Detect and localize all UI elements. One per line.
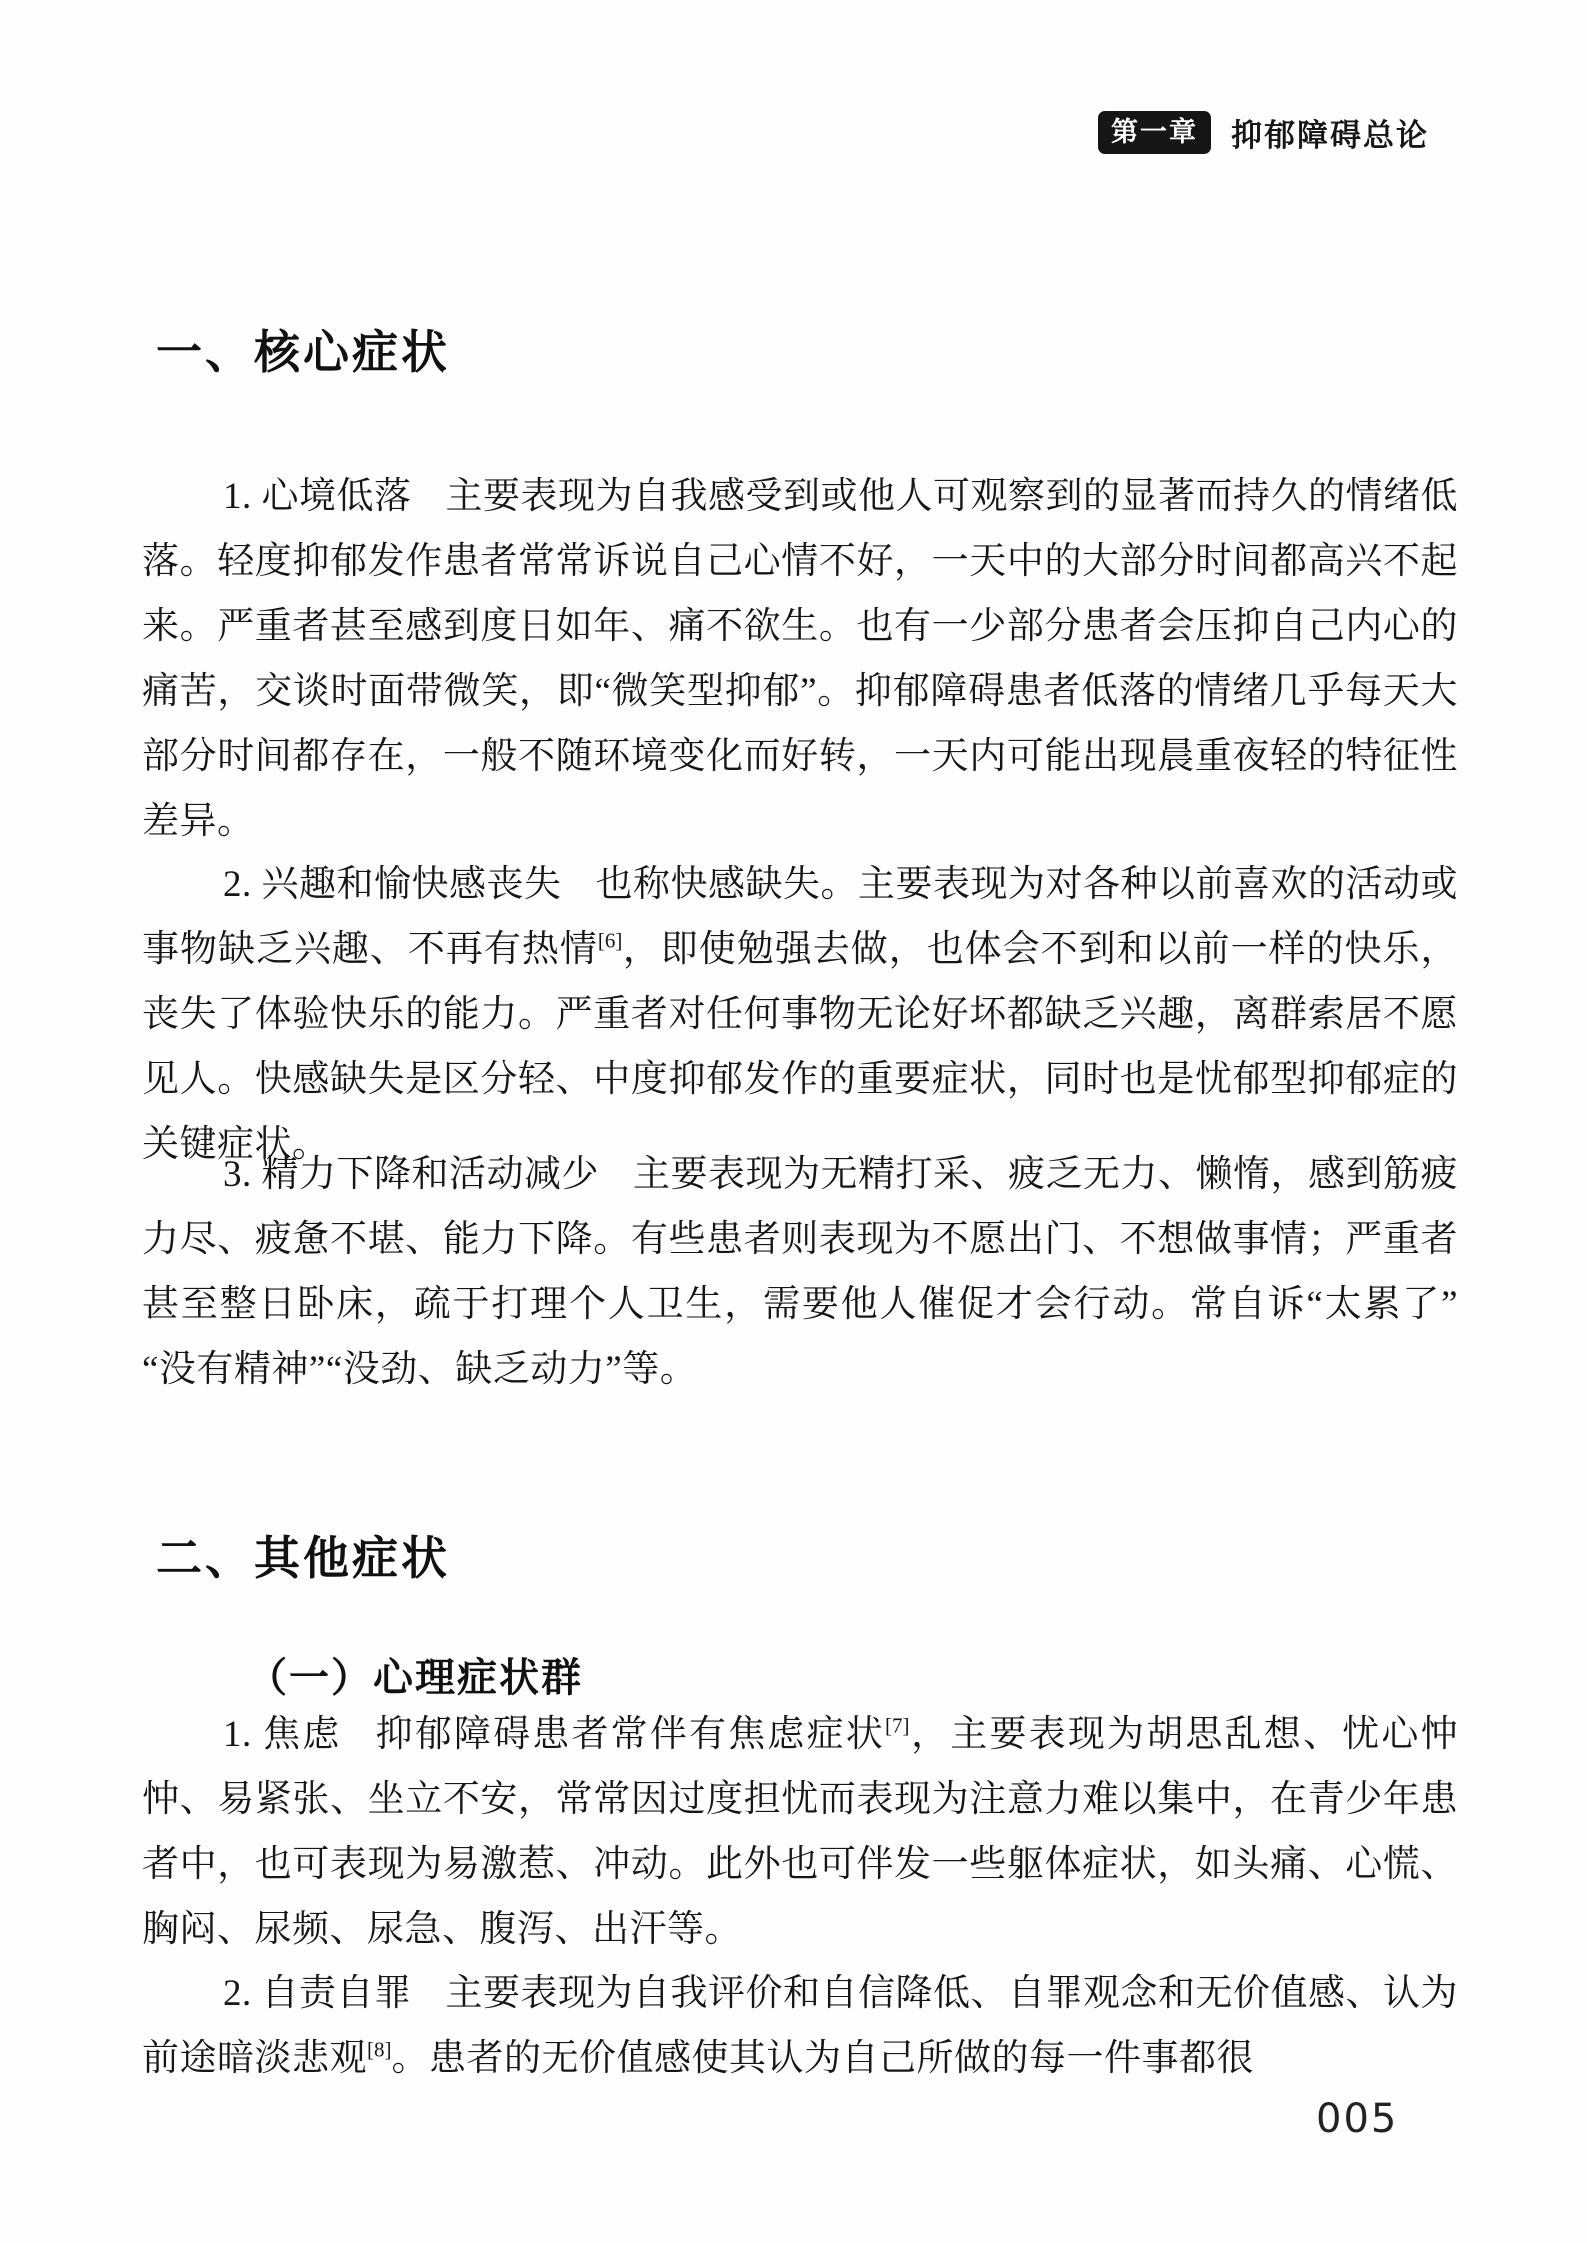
paragraph-depressed-mood [142,464,1458,854]
paragraph-label-anxiety: 1. 焦虑 [223,1714,342,1755]
chapter-header [1098,110,1429,155]
paragraph-reduced-energy [142,1142,1458,1402]
paragraph-label-reduced-energy: 3. 精力下降和活动减少 [223,1154,599,1195]
section-heading-core-symptoms: 一、核心症状 [156,326,450,378]
paragraph-label-self-blame: 2. 自责自罪 [223,1973,412,2014]
section-heading-other-symptoms: 二、其他症状 [156,1532,450,1584]
footnote-ref-7: [7] [884,1713,910,1738]
paragraph-anhedonia [142,852,1458,1177]
paragraph-text: ，即使勉强去做，也体会不到和以前一样的快乐，丧失了体验快乐的能力。严重者对任何事物无论好坏都缺乏兴趣，离群索居不愿见人。快感缺失是区分轻、中度抑郁发作的重要症状，同时也是忧郁型抑郁症的关键症状。 [142,929,1459,1165]
paragraph-anxiety [142,1702,1458,1962]
paragraph-text: 主要表现为自我评价和自信降低、自罪观念和无价值感、认为前途暗淡悲观 [142,1973,1458,2079]
chapter-title: 抑郁障碍总论 [1231,118,1429,153]
paragraph-text: 抑郁障碍患者常伴有焦虑症状 [375,1714,885,1755]
footnote-ref-8: [8] [367,2037,392,2062]
page-number: 005 [1316,2096,1399,2142]
paragraph-text: 。患者的无价值感使其认为自己所做的每一件事都很 [391,2038,1254,2079]
paragraph-text: 主要表现为无精打采、疲乏无力、懒惰，感到筋疲力尽、疲惫不堪、能力下降。有些患者则表现为不愿出门、不想做事情；严重者甚至整日卧床，疏于打理个人卫生，需要他人催促才会行动。常自诉“太累了”“没有精神”“没劲、缺乏动力”等。 [142,1154,1458,1390]
paragraph-self-blame [142,1961,1458,2091]
chapter-number-badge: 第一章 [1098,111,1211,154]
paragraph-text: ，主要表现为胡思乱想、忧心忡忡、易紧张、坐立不安，常常因过度担忧而表现为注意力难以集中，在青少年患者中，也可表现为易激惹、冲动。此外也可伴发一些躯体症状，如头痛、心慌、胸闷、尿频、尿急、腹泻、出汗等。 [142,1714,1459,1950]
paragraph-text: 也称快感缺失。主要表现为对各种以前喜欢的活动或事物缺乏兴趣、不再有热情 [142,864,1458,970]
footnote-ref-6: [6] [597,928,623,953]
subsection-heading-psychological-symptoms: （一）心理症状群 [247,1656,583,1700]
paragraph-label-depressed-mood: 1. 心境低落 [223,476,412,517]
paragraph-label-anhedonia: 2. 兴趣和愉快感丧失 [223,864,562,905]
paragraph-text: 主要表现为自我感受到或他人可观察到的显著而持久的情绪低落。轻度抑郁发作患者常常诉说自己心情不好，一天中的大部分时间都高兴不起来。严重者甚至感到度日如年、痛不欲生。也有一少部分患者会压抑自己内心的痛苦，交谈时面带微笑，即“微笑型抑郁”。抑郁障碍患者低落的情绪几乎每天大部分时间都存在，一般不随环境变化而好转，一天内可能出现晨重夜轻的特征性差异。 [142,476,1458,842]
